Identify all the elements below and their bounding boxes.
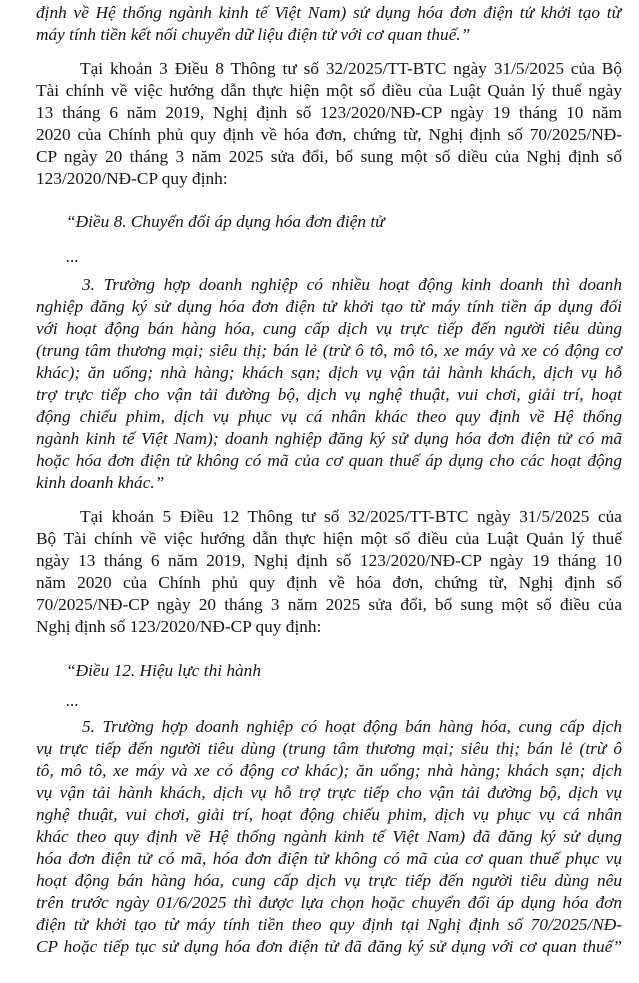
text-line: Tài chính về việc hướng dẫn thực hiện một số điều của Luật Quản lý thuế ngày [36,81,622,100]
text-line: hoặc hóa đơn điện tử không có mã của cơ quan thuế áp dụng cho các hoạt động [36,451,622,470]
text-line: khác); ăn uống; nhà hàng; khách sạn; dịch vụ vận tải hành khách, dịch vụ hỗ [36,363,622,382]
text-line: 3. Trường hợp doanh nghiệp có nhiều hoạt động kinh doanh thì doanh [82,275,622,294]
text-line: 123/2020/NĐ-CP quy định: [36,169,228,188]
text-line: máy tính tiền kết nối chuyển dữ liệu điện tử với cơ quan thuế.” [36,25,471,44]
text-line: Tại khoản 3 Điều 8 Thông tư số 32/2025/TT-BTC ngày 31/5/2025 của Bộ [80,59,622,78]
text-line: Nghị định số 123/2020/NĐ-CP quy định: [36,617,322,636]
text-line: nghệ thuật, vui chơi, giải trí, hoạt động chiếu phim, dịch vụ phục vụ cá nhân [36,805,622,824]
text-line: 70/2025/NĐ-CP ngày 20 tháng 3 năm 2025 sửa đổi, bổ sung một số điều của [36,595,622,614]
text-line: 13 tháng 6 năm 2019, Nghị định số 123/2020/NĐ-CP ngày 19 tháng 10 năm [36,103,622,122]
text-line: ... [66,691,79,710]
text-line: hóa đơn điện tử có mã, hóa đơn điện tử không có mã của cơ quan thuế phục vụ [36,849,622,868]
text-line: “Điều 12. Hiệu lực thi hành [66,661,261,680]
text-line: khác theo quy định về Hệ thống ngành kinh tế Việt Nam) đã đăng ký sử dụng [36,827,622,846]
text-line: định về Hệ thống ngành kinh tế Việt Nam) sử dụng hóa đơn điện tử khởi tạo từ [36,3,621,22]
text-line: tô, mô tô, xe máy và xe có động cơ khác); ăn uống; nhà hàng; khách sạn; dịch [36,761,622,780]
text-line: động chiếu phim, dịch vụ phục vụ cá nhân khác theo quy định về Hệ thống [36,407,622,426]
text-line: trên trước ngày 01/6/2025 thì được lựa chọn hoặc chuyển đổi áp dụng hóa đơn [36,893,622,912]
text-line: 2020 của Chính phủ quy định về hóa đơn, chứng từ, Nghị định số 70/2025/NĐ- [36,125,622,144]
text-line: “Điều 8. Chuyển đổi áp dụng hóa đơn điện tử [66,212,385,231]
text-line: Bộ Tài chính về việc hướng dẫn thực hiện một số điều của Luật Quản lý thuế [36,529,622,548]
text-line: kinh doanh khác.” [36,473,165,492]
text-line: vụ vận tải hành khách, dịch vụ hỗ trợ trực tiếp cho vận tải đường bộ, dịch vụ [36,783,622,802]
text-line: với hoạt động bán hàng hóa, cung cấp dịch vụ trực tiếp đến người tiêu dùng [36,319,622,338]
text-line: điện tử khởi tạo từ máy tính tiền theo quy định tại Nghị định số 70/2025/NĐ- [36,915,622,934]
text-line: CP hoặc tiếp tục sử dụng hóa đơn điện tử đã đăng ký sử dụng với cơ quan thuế” [36,937,622,956]
text-line: vụ trực tiếp đến người tiêu dùng (trung tâm thương mại; siêu thị; bán lẻ (trừ ô [36,739,622,758]
text-line: CP ngày 20 tháng 3 năm 2025 sửa đổi, bổ sung một số diều của Nghị định số [36,147,622,166]
text-line: ngày 13 tháng 6 năm 2019, Nghị định số 123/2020/NĐ-CP ngày 19 tháng 10 [36,551,622,570]
text-line: ngành kinh tế Việt Nam); doanh nghiệp đăng ký sử dụng hóa đơn điện tử có mã [36,429,622,448]
text-line: Tại khoản 5 Điều 12 Thông tư số 32/2025/TT-BTC ngày 31/5/2025 của [80,507,622,526]
text-line: hoạt động bán hàng hóa, cung cấp dịch vụ trực tiếp đến người tiêu dùng nêu [36,871,622,890]
text-line: nghiệp đăng ký sử dụng hóa đơn điện tử khởi tạo từ máy tính tiền áp dụng đối [36,297,622,316]
text-line: năm 2020 của Chính phủ quy định về hóa đơn, chứng từ, Nghị định số [36,573,622,592]
text-line: ... [66,247,79,266]
text-line: 5. Trường hợp doanh nghiệp có hoạt động bán hàng hóa, cung cấp dịch [82,717,622,736]
text-line: (trung tâm thương mại; siêu thị; bán lẻ (trừ ô tô, mô tô, xe máy và xe có động cơ [36,341,622,360]
text-line: trợ trực tiếp cho vận tải đường bộ, dịch vụ nghệ thuật, vui chơi, giải trí, hoạt [36,385,622,404]
